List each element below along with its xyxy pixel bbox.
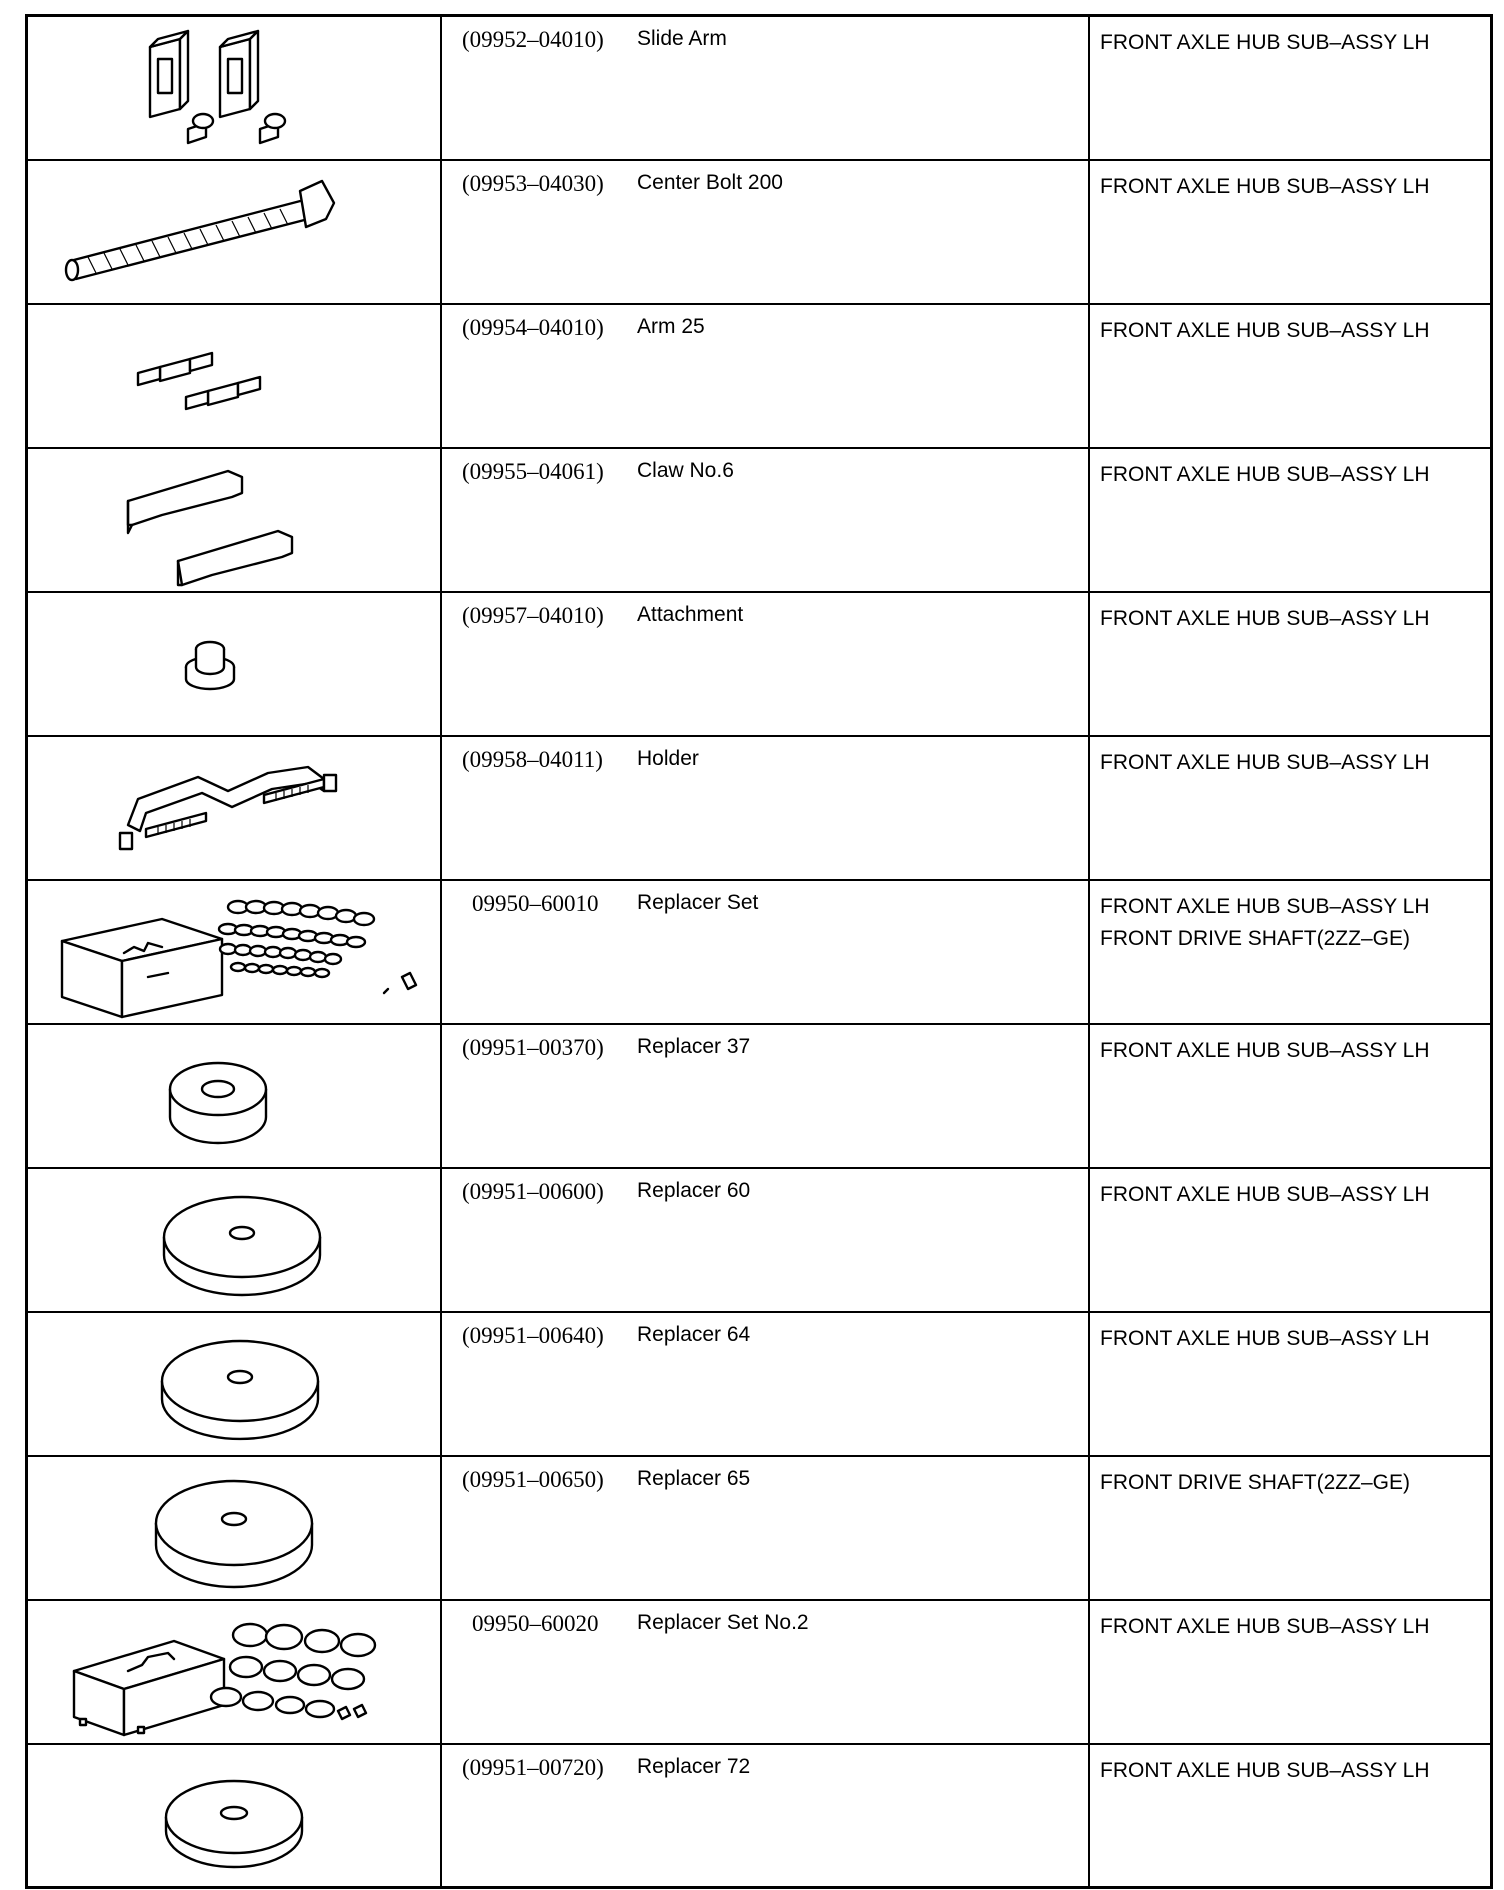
tool-description-cell — [441, 1024, 1089, 1168]
replacer-disc-icon — [28, 1457, 440, 1597]
usage-text: FRONT AXLE HUB SUB–ASSY LH — [1100, 174, 1430, 198]
tool-illustration-cell — [27, 880, 442, 1024]
usage-text: FRONT AXLE HUB SUB–ASSY LH — [1100, 1614, 1430, 1638]
center-bolt-icon — [28, 161, 440, 301]
table-row — [27, 592, 1492, 736]
usage-cell — [1089, 1600, 1492, 1744]
special-tools-table — [25, 14, 1493, 1889]
tool-name: Holder — [637, 746, 699, 770]
table-row — [27, 736, 1492, 880]
usage-cell — [1089, 448, 1492, 592]
tool-description-cell — [441, 736, 1089, 880]
usage-text: FRONT AXLE HUB SUB–ASSY LH — [1100, 31, 1430, 54]
tool-illustration-cell — [27, 1024, 442, 1168]
arm-icon — [28, 305, 440, 445]
usage-cell — [1089, 16, 1492, 160]
tool-description-cell — [441, 448, 1089, 592]
attachment-icon — [28, 593, 440, 733]
tool-description-cell — [441, 160, 1089, 304]
tool-description-cell — [441, 880, 1089, 1024]
part-number: 09950–60010 — [472, 890, 599, 916]
part-number: (09951–00600) — [462, 1178, 604, 1204]
part-number: (09957–04010) — [462, 602, 604, 628]
tool-name: Arm 25 — [637, 314, 705, 338]
table-row — [27, 1312, 1492, 1456]
usage-text: FRONT DRIVE SHAFT(2ZZ–GE) — [1100, 1470, 1410, 1494]
replacer-disc-icon — [28, 1025, 440, 1165]
replacer-set-icon — [28, 881, 440, 1021]
usage-text: FRONT DRIVE SHAFT(2ZZ–GE) — [1100, 926, 1410, 950]
part-number: (09951–00640) — [462, 1322, 604, 1348]
tool-description-cell — [441, 1168, 1089, 1312]
usage-text: FRONT AXLE HUB SUB–ASSY LH — [1100, 750, 1430, 774]
tool-illustration-cell — [27, 160, 442, 304]
table-row — [27, 448, 1492, 592]
usage-text: FRONT AXLE HUB SUB–ASSY LH — [1100, 894, 1430, 918]
usage-cell — [1089, 1168, 1492, 1312]
tool-illustration-cell — [27, 1456, 442, 1600]
tool-illustration-cell — [27, 1312, 442, 1456]
replacer-disc-icon — [28, 1745, 440, 1885]
usage-cell — [1089, 1024, 1492, 1168]
table-row — [27, 880, 1492, 1024]
claw-icon — [28, 449, 440, 589]
part-number: (09954–04010) — [462, 314, 604, 340]
usage-cell — [1089, 160, 1492, 304]
usage-text: FRONT AXLE HUB SUB–ASSY LH — [1100, 606, 1430, 630]
special-tools-sheet — [25, 14, 1474, 1882]
usage-cell — [1089, 736, 1492, 880]
table-row — [27, 304, 1492, 448]
usage-text: FRONT AXLE HUB SUB–ASSY LH — [1100, 1182, 1430, 1206]
tool-name: Claw No.6 — [637, 458, 734, 482]
usage-cell — [1089, 1744, 1492, 1888]
part-number: (09951–00650) — [462, 1466, 604, 1492]
tool-name: Slide Arm — [637, 27, 727, 50]
part-number: 09950–60020 — [472, 1610, 599, 1636]
part-number: (09953–04030) — [462, 170, 604, 196]
usage-cell — [1089, 592, 1492, 736]
tool-name: Attachment — [637, 602, 744, 626]
tool-illustration-cell — [27, 1600, 442, 1744]
tool-illustration-cell — [27, 592, 442, 736]
tool-illustration-cell — [27, 304, 442, 448]
table-row — [27, 1456, 1492, 1600]
tool-name: Replacer Set — [637, 890, 759, 914]
usage-cell — [1089, 304, 1492, 448]
tool-description-cell — [441, 16, 1089, 160]
tool-name: Center Bolt 200 — [637, 170, 783, 194]
tool-illustration-cell — [27, 16, 442, 160]
slide-arm-icon — [28, 17, 440, 157]
table-row — [27, 1168, 1492, 1312]
tool-name: Replacer 64 — [637, 1322, 751, 1346]
part-number: (09955–04061) — [462, 458, 604, 484]
tool-illustration-cell — [27, 736, 442, 880]
tool-illustration-cell — [27, 1744, 442, 1888]
usage-text: FRONT AXLE HUB SUB–ASSY LH — [1100, 1038, 1430, 1062]
replacer-disc-icon — [28, 1169, 440, 1309]
replacer-disc-icon — [28, 1313, 440, 1453]
table-row — [27, 1024, 1492, 1168]
replacer-set-icon — [28, 1601, 440, 1741]
tool-name: Replacer 60 — [637, 1178, 751, 1202]
usage-cell — [1089, 1312, 1492, 1456]
part-number: (09951–00370) — [462, 1034, 604, 1060]
usage-text: FRONT AXLE HUB SUB–ASSY LH — [1100, 318, 1430, 342]
tool-name: Replacer 37 — [637, 1034, 751, 1058]
tool-description-cell — [441, 592, 1089, 736]
tool-description-cell — [441, 304, 1089, 448]
table-row — [27, 160, 1492, 304]
tool-description-cell — [441, 1312, 1089, 1456]
tool-description-cell — [441, 1600, 1089, 1744]
tool-illustration-cell — [27, 448, 442, 592]
tool-description-cell — [441, 1456, 1089, 1600]
table-row — [27, 16, 1492, 160]
tool-name: Replacer Set No.2 — [637, 1610, 809, 1634]
part-number: (09951–00720) — [462, 1754, 604, 1780]
tool-name: Replacer 72 — [637, 1754, 751, 1778]
part-number: (09958–04011) — [462, 746, 603, 772]
usage-cell — [1089, 880, 1492, 1024]
usage-text: FRONT AXLE HUB SUB–ASSY LH — [1100, 1758, 1430, 1782]
tool-description-cell — [441, 1744, 1089, 1888]
usage-text: FRONT AXLE HUB SUB–ASSY LH — [1100, 462, 1430, 486]
tool-name: Replacer 65 — [637, 1466, 751, 1490]
tool-illustration-cell — [27, 1168, 442, 1312]
usage-text: FRONT AXLE HUB SUB–ASSY LH — [1100, 1326, 1430, 1350]
table-row — [27, 1744, 1492, 1888]
table-row — [27, 1600, 1492, 1744]
holder-icon — [28, 737, 440, 877]
part-number: (09952–04010) — [462, 27, 604, 52]
usage-cell — [1089, 1456, 1492, 1600]
